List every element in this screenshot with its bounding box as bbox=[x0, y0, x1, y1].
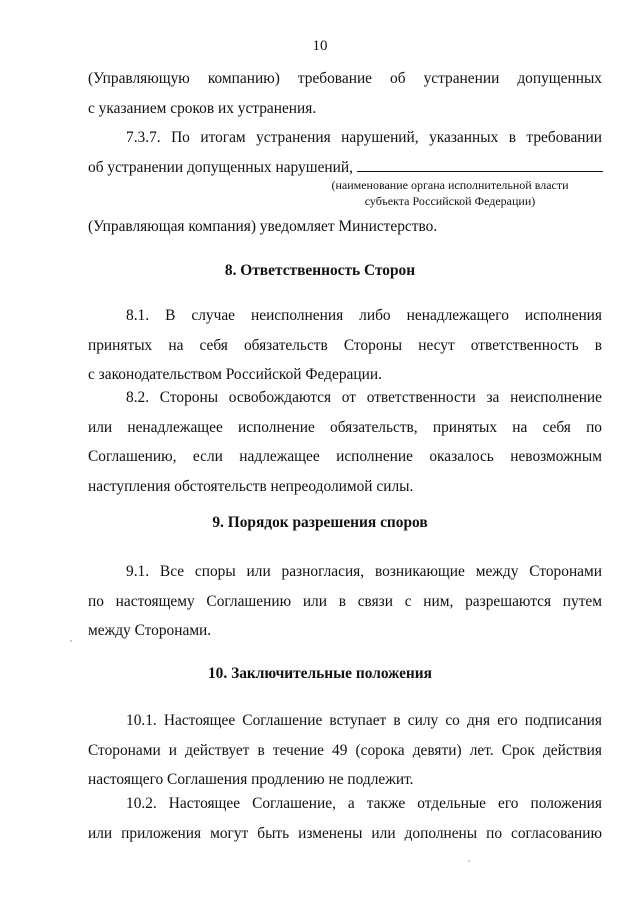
caption-line-1: (наименование органа исполнительной власти bbox=[331, 178, 569, 192]
p102-line-2: или приложения могут быть изменены или дополнены по согласованию bbox=[88, 824, 602, 842]
caption-line-2: субъекта Российской Федерации) bbox=[364, 194, 536, 208]
p737-line-2: об устранении допущенных нарушений, bbox=[88, 158, 353, 176]
intro-line-1: (Управляющую компанию) требование об устранении допущенных bbox=[88, 70, 602, 87]
p101-line-2: Сторонами и действует в течение 49 (сорока девяти) лет. Срок действия bbox=[88, 741, 602, 759]
p81-line-3: с законодательством Российской Федерации. bbox=[88, 366, 382, 383]
paragraph-8-2 bbox=[88, 383, 602, 501]
p91-line-2: по настоящему Соглашению или в связи с ним, разрешаются путем bbox=[88, 592, 602, 610]
p81-line-1: 8.1. В случае неисполнения либо ненадлежащего исполнения bbox=[126, 307, 602, 324]
p82-line-2: или ненадлежащее исполнение обязательств, принятых на себя по bbox=[88, 418, 602, 436]
page-number: 10 bbox=[312, 38, 328, 54]
paragraph-7-3-7 bbox=[88, 123, 602, 182]
p101-line-3: настоящего Соглашения продлению не подлежит. bbox=[88, 771, 414, 788]
intro-paragraph bbox=[88, 64, 602, 123]
scan-speck bbox=[70, 640, 72, 642]
paragraph-9-1 bbox=[88, 557, 602, 646]
p737-line-3: (Управляющая компания) уведомляет Министерство. bbox=[88, 218, 438, 235]
p737-line-1: 7.3.7. По итогам устранения нарушений, указанных в требовании bbox=[126, 129, 602, 146]
blank-caption bbox=[300, 177, 600, 209]
section-9-heading: 9. Порядок разрешения споров bbox=[212, 514, 428, 531]
p91-line-3: между Сторонами. bbox=[88, 622, 212, 639]
paragraph-10-1 bbox=[88, 706, 602, 795]
p82-line-3: Соглашению, если надлежащее исполнение оказалось невозможным bbox=[88, 448, 602, 465]
paragraph-8-1 bbox=[88, 301, 602, 390]
intro-line-2: с указанием сроков их устранения. bbox=[88, 99, 317, 117]
p101-line-1: 10.1. Настоящее Соглашение вступает в силу со дня его подписания bbox=[126, 712, 602, 729]
p102-line-1: 10.2. Настоящее Соглашение, а также отдельные его положения bbox=[126, 795, 602, 812]
p82-line-4: наступления обстоятельств непреодолимой силы. bbox=[88, 477, 414, 495]
p91-line-1: 9.1. Все споры или разногласия, возникающие между Сторонами bbox=[126, 563, 602, 580]
p737-continuation bbox=[88, 212, 602, 242]
blank-fill-line bbox=[357, 157, 603, 172]
section-10-heading: 10. Заключительные положения bbox=[207, 665, 432, 682]
scan-speck bbox=[468, 860, 470, 862]
p82-line-1: 8.2. Стороны освобождаются от ответственности за неисполнение bbox=[126, 389, 602, 406]
section-8-heading: 8. Ответственность Сторон bbox=[224, 262, 416, 279]
p81-line-2: принятых на себя обязательств Стороны несут ответственность в bbox=[88, 336, 602, 354]
paragraph-10-2 bbox=[88, 789, 602, 848]
